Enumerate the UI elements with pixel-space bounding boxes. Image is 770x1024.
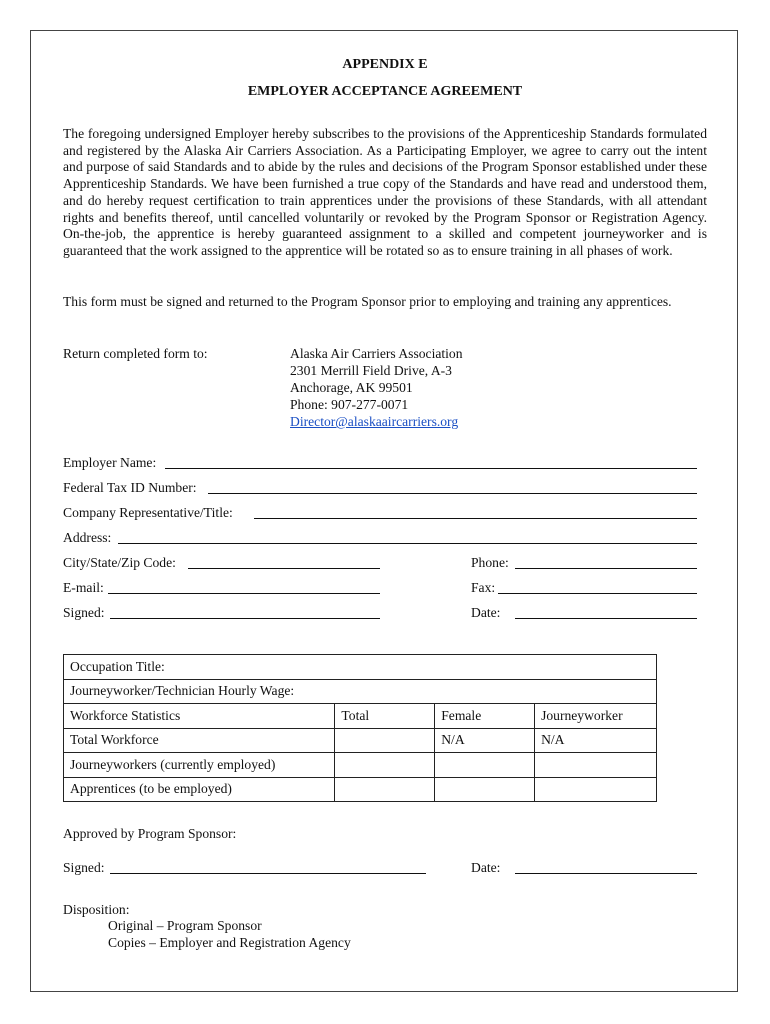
input-cell[interactable] (535, 753, 657, 778)
row-label-cell: Apprentices (to be employed) (64, 777, 335, 802)
document-title: EMPLOYER ACCEPTANCE AGREEMENT (247, 84, 523, 99)
hourly-wage-cell[interactable]: Journeyworker/Technician Hourly Wage: (64, 679, 657, 704)
header-cell: Female (435, 704, 535, 729)
fax-field[interactable] (498, 593, 697, 594)
federal-tax-id-field[interactable] (208, 493, 697, 494)
return-city: Anchorage, AK 99501 (290, 380, 413, 395)
approval-signed-field[interactable] (110, 873, 426, 874)
return-org: Alaska Air Carriers Association (290, 346, 463, 361)
date-field[interactable] (515, 618, 697, 619)
workforce-table (63, 654, 657, 802)
input-cell[interactable] (335, 728, 435, 753)
return-phone: Phone: 907-277-0071 (290, 397, 409, 412)
phone-label: Phone: (471, 555, 509, 570)
row-label-cell: Total Workforce (64, 728, 335, 753)
approval-date-field[interactable] (515, 873, 697, 874)
phone-field[interactable] (515, 568, 697, 569)
table-row (64, 753, 657, 778)
company-rep-label: Company Representative/Title: (63, 505, 233, 520)
appendix-label: APPENDIX E (342, 57, 428, 72)
header-cell: Workforce Statistics (64, 704, 335, 729)
company-rep-field[interactable] (254, 518, 697, 519)
disposition-label: Disposition: (63, 902, 130, 917)
return-label: Return completed form to: (63, 346, 208, 361)
email-field[interactable] (108, 593, 380, 594)
disposition-original: Original – Program Sponsor (108, 918, 262, 933)
header-cell: Total (335, 704, 435, 729)
input-cell[interactable] (435, 753, 535, 778)
employer-name-label: Employer Name: (63, 455, 157, 470)
fax-label: Fax: (471, 580, 496, 595)
email-label: E-mail: (63, 580, 104, 595)
approval-label: Approved by Program Sponsor: (63, 826, 237, 841)
occupation-title-cell[interactable]: Occupation Title: (64, 655, 657, 680)
return-email-link[interactable]: Director@alaskaaircarriers.org (290, 414, 459, 429)
value-cell: N/A (435, 728, 535, 753)
header-cell: Journeyworker (535, 704, 657, 729)
row-label-cell: Journeyworkers (currently employed) (64, 753, 335, 778)
value-cell: N/A (535, 728, 657, 753)
approval-date-label: Date: (471, 860, 501, 875)
signed-field[interactable] (110, 618, 380, 619)
address-field[interactable] (118, 543, 697, 544)
disposition-copies: Copies – Employer and Registration Agency (108, 935, 351, 950)
city-state-zip-label: City/State/Zip Code: (63, 555, 176, 570)
agreement-paragraph: The foregoing undersigned Employer hereby subscribes to the provisions of the Apprenticeship Standards formulated and registered by the Alaska Air Carriers Association. As a Participating Employer, we agree to carry out the intent and purpose of said Standards and to abide by the rules and decisions of the Program Sponsor established under these Apprenticeship Standards. We have been furnished a true copy of the Standards and have read and understood them, and do hereby request certification to train apprentices under the provisions of these Standards, with all attendant rights and benefits thereof, until cancelled voluntarily or revoked by the Program Sponsor or Registration Agency. On-the-job, the apprentice is hereby guaranteed assignment to a skilled and competent journeyworker and is guaranteed that the work assigned to the apprentice will be rotated so as to ensure training in all phases of work. (63, 126, 707, 258)
input-cell[interactable] (435, 777, 535, 802)
return-street: 2301 Merrill Field Drive, A-3 (290, 363, 452, 378)
instruction-paragraph: This form must be signed and returned to the Program Sponsor prior to employing and training any apprentices. (63, 294, 672, 309)
employer-name-field[interactable] (165, 468, 697, 469)
table-row (64, 728, 657, 753)
table-header-row (64, 704, 657, 729)
date-label: Date: (471, 605, 501, 620)
federal-tax-id-label: Federal Tax ID Number: (63, 480, 197, 495)
input-cell[interactable] (335, 753, 435, 778)
city-state-zip-field[interactable] (188, 568, 380, 569)
address-label: Address: (63, 530, 112, 545)
input-cell[interactable] (535, 777, 657, 802)
signed-label: Signed: (63, 605, 105, 620)
input-cell[interactable] (335, 777, 435, 802)
approval-signed-label: Signed: (63, 860, 105, 875)
table-row (64, 777, 657, 802)
